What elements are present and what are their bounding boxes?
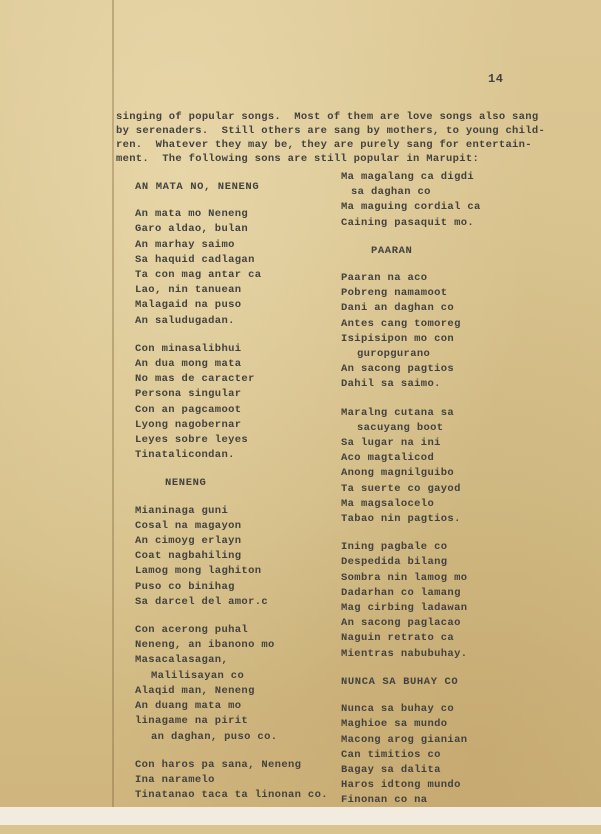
lyric-line: An sacong pagtios <box>341 363 455 376</box>
lyric-line: No mas de caracter <box>135 373 255 386</box>
lyric-line: Ma maguing cordial ca <box>341 201 481 214</box>
lyric-line: Leyes sobre leyes <box>135 434 249 447</box>
lyric-line: An sacong paglacao <box>341 617 461 630</box>
lyric-line: Dadarhan co lamang <box>341 586 461 599</box>
lyric-line: Alaqid man, Neneng <box>135 684 255 697</box>
lyric-line: Tinatanao taca ta linonan co. <box>135 789 328 802</box>
lyric-line: Sa lugar na ini <box>341 437 441 450</box>
song-stanza <box>135 504 340 610</box>
intro-line: by serenaders. Still others are sang by mothers, to young child- <box>116 125 546 137</box>
lyric-line: Dani an daghan co <box>341 302 455 315</box>
lyric-line: Antes cang tomoreg <box>341 317 461 330</box>
lyric-line: Lyong nagobernar <box>135 418 242 431</box>
lyric-line: Nunca sa buhay co <box>341 703 455 716</box>
lyric-line: Neneng, an ibanono mo <box>135 639 275 652</box>
lyric-line: Aco magtalicod <box>341 452 435 465</box>
lyric-line: Lao, nin tanuean <box>135 284 242 297</box>
lyric-line: Malagaid na puso <box>135 299 242 312</box>
lyric-line: Bagay sa dalita <box>341 763 441 776</box>
lyric-line: Cosal na magayon <box>135 519 242 532</box>
lyric-line: Pobreng namamoot <box>341 287 448 300</box>
lyric-line: Ta con mag antar ca <box>135 269 262 282</box>
lyric-line: Tinatalicondan. <box>135 449 235 462</box>
lyric-line: Caining pasaquit mo. <box>341 216 475 229</box>
right-column <box>341 170 531 834</box>
lyric-line: Isipisipon mo con <box>341 332 455 345</box>
song-stanza <box>135 342 340 464</box>
lyric-line: Anong magnilguibo <box>341 467 455 480</box>
intro-paragraph <box>116 110 546 166</box>
lyric-line: Puso co binihag <box>135 580 235 593</box>
lyric-line: An mata mo Neneng <box>135 208 249 221</box>
lyric-line: sa daghan co <box>351 186 431 199</box>
lyric-line: Ining pagbale co <box>341 541 448 554</box>
song-title-neneng: NENENG <box>165 477 207 490</box>
lyric-line: sacuyang boot <box>357 421 444 434</box>
lyric-line: An duang mata mo <box>135 700 242 713</box>
lyric-line: Coat nagbahiling <box>135 550 242 563</box>
song-stanza <box>341 271 531 393</box>
lyric-line: Lamog mong laghiton <box>135 565 262 578</box>
lyric-line: Mientras nabubuhay. <box>341 647 468 660</box>
lyric-line: Tabao nin pagtios. <box>341 513 461 526</box>
song-stanza <box>341 406 531 528</box>
lyric-line: Con an pagcamoot <box>135 403 242 416</box>
song-stanza <box>341 170 531 231</box>
lyric-line: linagame na pirit <box>135 715 249 728</box>
lyric-line: Ta suerte co gayod <box>341 482 461 495</box>
lyric-line: Haros idtong mundo <box>341 779 461 792</box>
lyric-line: Can timitios co <box>341 748 441 761</box>
lyric-line: guropgurano <box>357 348 431 361</box>
song-stanza <box>341 540 531 662</box>
lyric-line: Sombra nin lamog mo <box>341 571 468 584</box>
song-stanza <box>135 623 340 745</box>
lyric-line: an daghan, puso co. <box>151 730 278 743</box>
lyric-line: Ma magsalocelo <box>341 497 435 510</box>
lyric-line: Con acerong puhal <box>135 624 249 637</box>
lyric-line: An marhay saimo <box>135 238 235 251</box>
song-title-an-mata-no-neneng: AN MATA NO, NENENG <box>135 181 260 193</box>
lyric-line: Naguin retrato ca <box>341 632 455 645</box>
lyric-line: Mianinaga guni <box>135 504 229 517</box>
lyric-line: Finonan co na <box>341 794 428 807</box>
lyric-line: Sa darcel del amor.c <box>135 595 269 608</box>
lyric-line: Malilisayan co <box>151 669 245 682</box>
intro-line: ment. The following sons are still popular in Marupit: <box>116 153 480 165</box>
song-stanza <box>135 758 340 804</box>
song-title-paaran: PAARAN <box>371 244 413 257</box>
song-title-nunca-sa-buhay-co: NUNCA SA BUHAY CO <box>341 675 459 688</box>
song-stanza <box>135 207 340 329</box>
lyric-line: An saludugadan. <box>135 314 235 327</box>
lyric-line: Maralng cutana sa <box>341 406 455 419</box>
lyric-line: Ina naramelo <box>135 773 215 786</box>
intro-line: ren. Whatever they may be, they are purely sang for entertain- <box>116 139 532 151</box>
lyric-line: Garo aldao, bulan <box>135 223 249 236</box>
lyric-line: Ma magalang ca digdi <box>341 171 475 183</box>
lyric-line: Despedida bilang <box>341 556 448 569</box>
lyric-line: Con minasalibhui <box>135 342 242 355</box>
left-column <box>135 180 340 816</box>
lyric-line: An dua mong mata <box>135 358 242 371</box>
lyric-line: Maghioe sa mundo <box>341 718 448 731</box>
lyric-line: Paaran na aco <box>341 272 428 285</box>
lyric-line: Mag cirbing ladawan <box>341 602 468 615</box>
page-number: 14 <box>488 72 504 86</box>
paper-fold-mark <box>112 0 114 825</box>
page-footer-strip <box>0 807 601 825</box>
lyric-line: An cimoyg erlayn <box>135 535 242 548</box>
song-stanza <box>341 702 531 824</box>
lyric-line: Persona singular <box>135 388 242 401</box>
lyric-line: Con haros pa sana, Neneng <box>135 758 302 771</box>
lyric-line: Dahil sa saimo. <box>341 378 441 391</box>
lyric-line: Sa haquid cadlagan <box>135 253 255 266</box>
lyric-line: Masacalasagan, <box>135 654 229 667</box>
intro-line: singing of popular songs. Most of them are love songs also sang <box>116 111 539 123</box>
lyric-line: Macong arog gianian <box>341 733 468 746</box>
